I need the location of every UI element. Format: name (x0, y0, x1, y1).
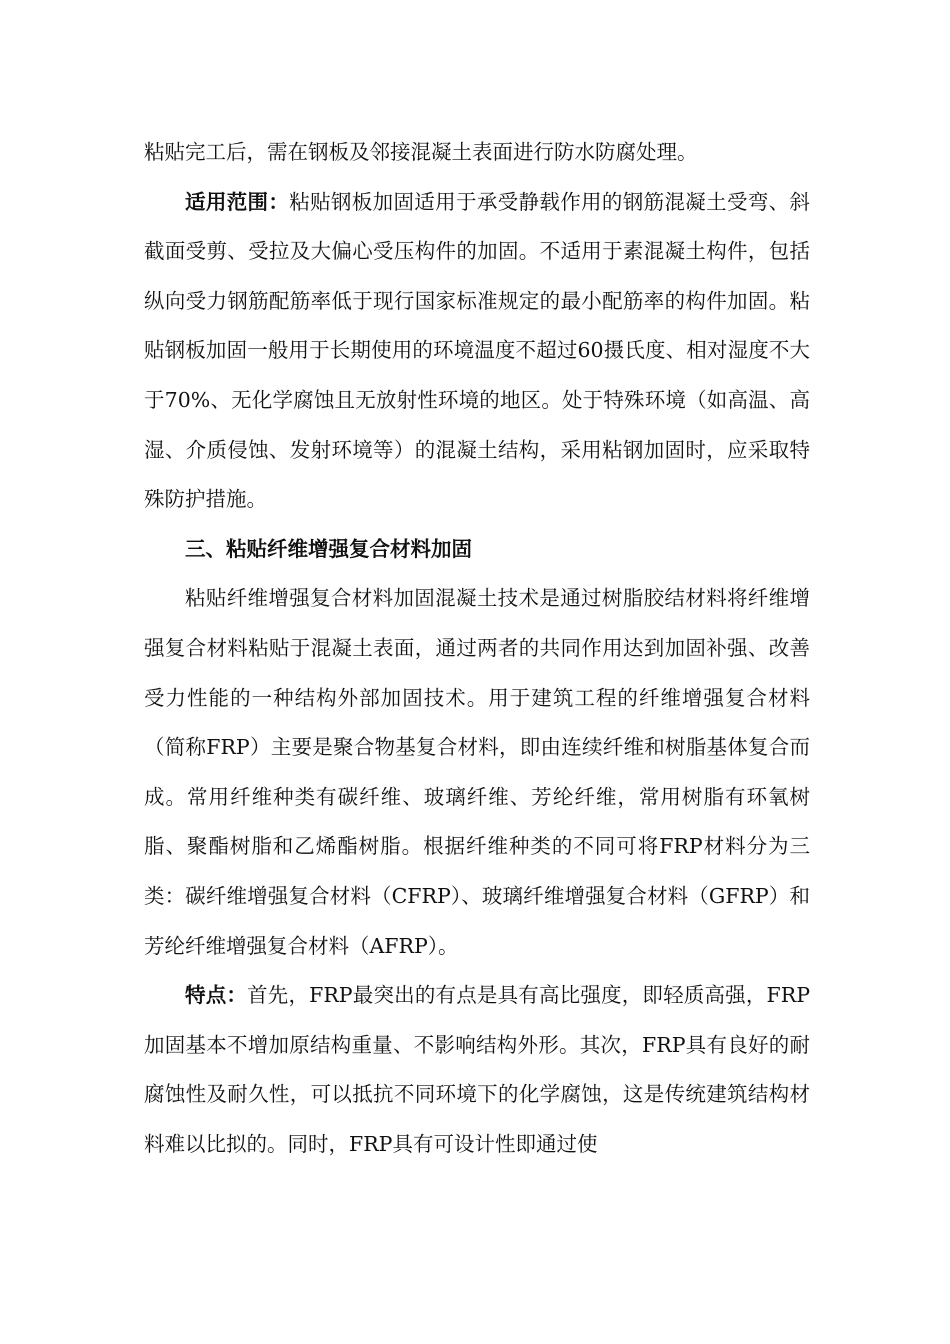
paragraph-text: 首先，FRP最突出的有点是具有高比强度，即轻质高强，FRP加固基本不增加原结构重量、不影响结构外形。其次，FRP具有良好的耐腐蚀性及耐久性，可以抵抗不同环境下的化学腐蚀，这是传统建筑结构材料难以比拟的。同时，FRP具有可设计性即通过使 (144, 983, 811, 1156)
paragraph-text: 粘贴完工后，需在钢板及邻接混凝土表面进行防水防腐处理。 (144, 140, 698, 164)
paragraph-features (144, 971, 810, 1169)
paragraph-lead-scope: 适用范围： (185, 189, 290, 214)
paragraph-frp-intro (144, 574, 810, 971)
paragraph-scope (144, 178, 810, 525)
paragraph-lead-features: 特点： (185, 983, 248, 1008)
paragraph-text: 粘贴纤维增强复合材料加固混凝土技术是通过树脂胶结材料将纤维增强复合材料粘贴于混凝土表面，通过两者的共同作用达到加固补强、改善受力性能的一种结构外部加固技术。用于建筑工程的纤维增强复合材料（简称FRP）主要是聚合物基复合材料，即由连续纤维和树脂基体复合而成。常用纤维种类有碳纤维、玻璃纤维、芳纶纤维，常用树脂有环氧树脂、聚酯树脂和乙烯酯树脂。根据纤维种类的不同可将FRP材料分为三类：碳纤维增强复合材料（CFRP）、玻璃纤维增强复合材料（GFRP）和芳纶纤维增强复合材料（AFRP）。 (144, 586, 810, 958)
section-heading: 三、粘贴纤维增强复合材料加固 (185, 536, 472, 561)
document-body (144, 128, 810, 1169)
paragraph-text: 粘贴钢板加固适用于承受静载作用的钢筋混凝土受弯、斜截面受剪、受拉及大偏心受压构件的加固。不适用于素混凝土构件，包括纵向受力钢筋配筋率低于现行国家标准规定的最小配筋率的构件加固。粘贴钢板加固一般用于长期使用的环境温度不超过60摄氏度、相对湿度不大于70%、无化学腐蚀且无放射性环境的地区。处于特殊环境（如高温、高湿、介质侵蚀、发射环境等）的混凝土结构，采用粘钢加固时，应采取特殊防护措施。 (144, 189, 811, 512)
paragraph-waterproofing (144, 128, 810, 178)
